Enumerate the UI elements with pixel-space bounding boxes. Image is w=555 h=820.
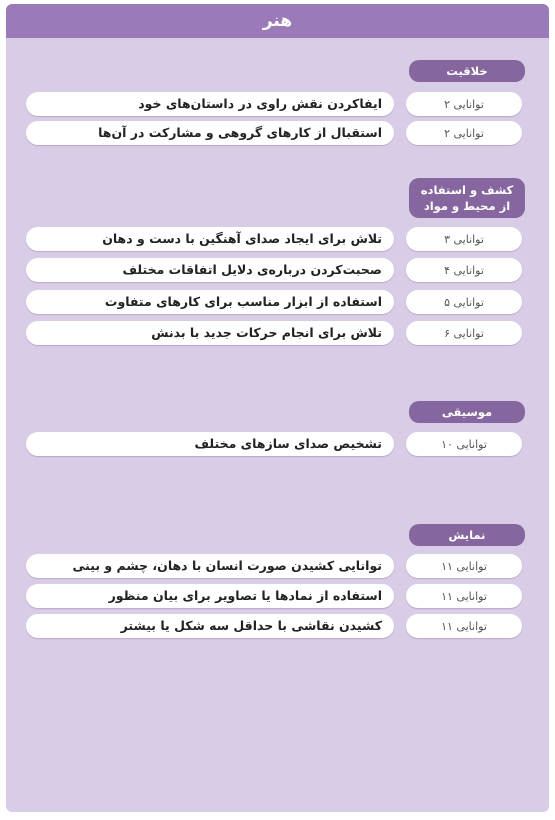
skill-row: [6, 258, 549, 282]
skill-row: [6, 554, 549, 578]
section-label-music: موسیقی: [409, 401, 525, 423]
level-badge: توانایی ۴: [406, 258, 522, 282]
skill-row: [6, 584, 549, 608]
level-badge: توانایی ۲: [406, 121, 522, 145]
skill-row: [6, 121, 549, 145]
page: [6, 4, 549, 812]
skill-text: کشیدن نقاشی با حداقل سه شکل یا بیشتر: [26, 614, 394, 638]
section-label-performance: نمایش: [409, 524, 525, 546]
skill-row: [6, 290, 549, 314]
level-badge: توانایی ۱۱: [406, 584, 522, 608]
skill-text: تشخیص صدای سازهای مختلف: [26, 432, 394, 456]
skill-text: صحبت‌کردن درباره‌ی دلایل اتفاقات مختلف: [26, 258, 394, 282]
skill-row: [6, 614, 549, 638]
skill-row: [6, 227, 549, 251]
level-badge: توانایی ۱۰: [406, 432, 522, 456]
skill-text: توانایی کشیدن صورت انسان با دهان، چشم و بینی: [26, 554, 394, 578]
skill-text: تلاش برای ایجاد صدای آهنگین با دست و دهان: [26, 227, 394, 251]
skill-row: [6, 92, 549, 116]
level-badge: توانایی ۵: [406, 290, 522, 314]
level-badge: توانایی ۲: [406, 92, 522, 116]
skill-text: ایفاکردن نقش راوی در داستان‌های خود: [26, 92, 394, 116]
page-title: هنر: [6, 4, 549, 38]
level-badge: توانایی ۳: [406, 227, 522, 251]
skill-row: [6, 432, 549, 456]
level-badge: توانایی ۶: [406, 321, 522, 345]
section-label-creativity: خلاقیت: [409, 60, 525, 82]
skill-text: استقبال از کارهای گروهی و مشارکت در آن‌ها: [26, 121, 394, 145]
skill-text: استفاده از نمادها یا تصاویر برای بیان منظور: [26, 584, 394, 608]
skill-row: [6, 321, 549, 345]
skill-text: تلاش برای انجام حرکات جدید با بدنش: [26, 321, 394, 345]
level-badge: توانایی ۱۱: [406, 554, 522, 578]
level-badge: توانایی ۱۱: [406, 614, 522, 638]
skill-text: استفاده از ابزار مناسب برای کارهای متفاوت: [26, 290, 394, 314]
section-label-discovery: کشف و استفاده از محیط و مواد: [409, 178, 525, 218]
